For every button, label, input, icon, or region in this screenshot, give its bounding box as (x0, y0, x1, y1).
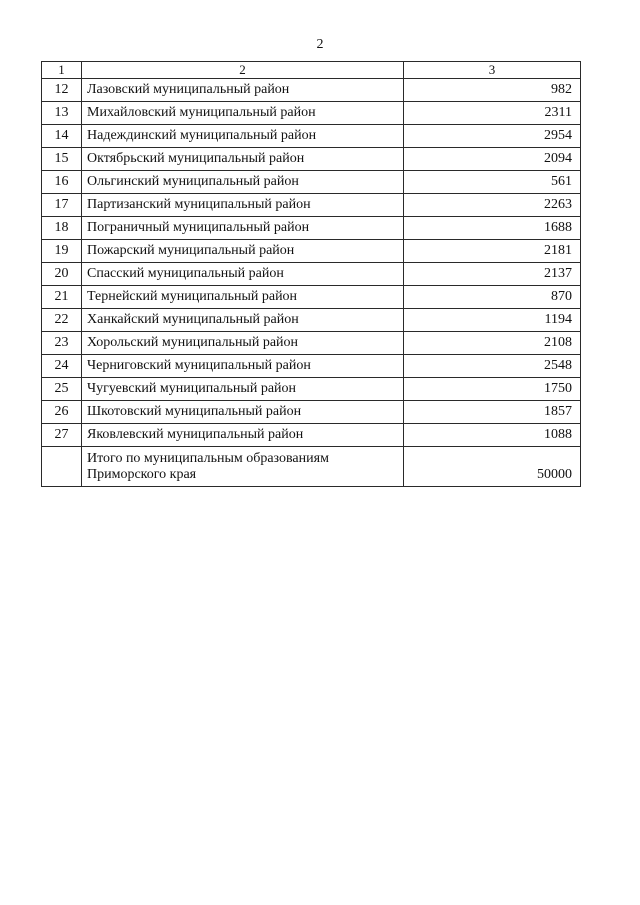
value-cell: 561 (404, 171, 581, 194)
row-number-cell: 20 (42, 263, 82, 286)
total-value-cell: 50000 (404, 447, 581, 487)
table-row (42, 171, 581, 194)
table-row (42, 263, 581, 286)
district-name-cell: Ханкайский муниципальный район (82, 309, 404, 332)
table-row (42, 125, 581, 148)
table-row (42, 79, 581, 102)
table-row (42, 309, 581, 332)
row-number-cell: 27 (42, 424, 82, 447)
value-cell: 2181 (404, 240, 581, 263)
row-number-cell: 17 (42, 194, 82, 217)
row-number-cell: 18 (42, 217, 82, 240)
total-label-line2: Приморского края (87, 466, 197, 482)
district-name-cell: Тернейский муниципальный район (82, 286, 404, 309)
district-name-cell: Черниговский муниципальный район (82, 355, 404, 378)
value-cell: 2311 (404, 102, 581, 125)
total-number-cell (42, 447, 82, 487)
district-name-cell: Хорольский муниципальный район (82, 332, 404, 355)
value-cell: 2263 (404, 194, 581, 217)
row-number-cell: 12 (42, 79, 82, 102)
row-number-cell: 22 (42, 309, 82, 332)
value-cell: 1688 (404, 217, 581, 240)
district-name-cell: Михайловский муниципальный район (82, 102, 404, 125)
table-row (42, 148, 581, 171)
row-number-cell: 24 (42, 355, 82, 378)
value-cell: 1750 (404, 378, 581, 401)
column-header-name: 2 (82, 62, 404, 79)
column-header-number: 1 (42, 62, 82, 79)
total-row (42, 447, 581, 487)
row-number-cell: 19 (42, 240, 82, 263)
table-row (42, 102, 581, 125)
value-cell: 1088 (404, 424, 581, 447)
row-number-cell: 25 (42, 378, 82, 401)
table-row (42, 217, 581, 240)
column-header-value: 3 (404, 62, 581, 79)
value-cell: 1857 (404, 401, 581, 424)
district-name-cell: Яковлевский муниципальный район (82, 424, 404, 447)
district-name-cell: Пожарский муниципальный район (82, 240, 404, 263)
row-number-cell: 23 (42, 332, 82, 355)
value-cell: 2094 (404, 148, 581, 171)
row-number-cell: 15 (42, 148, 82, 171)
table-row (42, 194, 581, 217)
value-cell: 870 (404, 286, 581, 309)
row-number-cell: 14 (42, 125, 82, 148)
value-cell: 982 (404, 79, 581, 102)
row-number-cell: 16 (42, 171, 82, 194)
value-cell: 2108 (404, 332, 581, 355)
total-label-cell (82, 447, 404, 487)
row-number-cell: 26 (42, 401, 82, 424)
value-cell: 2954 (404, 125, 581, 148)
table-row (42, 286, 581, 309)
table-row (42, 240, 581, 263)
row-number-cell: 21 (42, 286, 82, 309)
table-row (42, 401, 581, 424)
value-cell: 2548 (404, 355, 581, 378)
district-name-cell: Партизанский муниципальный район (82, 194, 404, 217)
district-name-cell: Октябрьский муниципальный район (82, 148, 404, 171)
district-name-cell: Шкотовский муниципальный район (82, 401, 404, 424)
table-body (42, 79, 581, 487)
value-cell: 1194 (404, 309, 581, 332)
page-number: 2 (316, 37, 324, 52)
table-header-row (42, 62, 581, 79)
district-name-cell: Лазовский муниципальный район (82, 79, 404, 102)
row-number-cell: 13 (42, 102, 82, 125)
table-row (42, 424, 581, 447)
total-label-line1: Итого по муниципальным образованиям (87, 450, 329, 466)
district-name-cell: Надеждинский муниципальный район (82, 125, 404, 148)
district-name-cell: Ольгинский муниципальный район (82, 171, 404, 194)
value-cell: 2137 (404, 263, 581, 286)
district-name-cell: Чугуевский муниципальный район (82, 378, 404, 401)
allocation-table (41, 61, 581, 487)
district-name-cell: Пограничный муниципальный район (82, 217, 404, 240)
table-row (42, 332, 581, 355)
table-row (42, 355, 581, 378)
district-name-cell: Спасский муниципальный район (82, 263, 404, 286)
table-row (42, 378, 581, 401)
